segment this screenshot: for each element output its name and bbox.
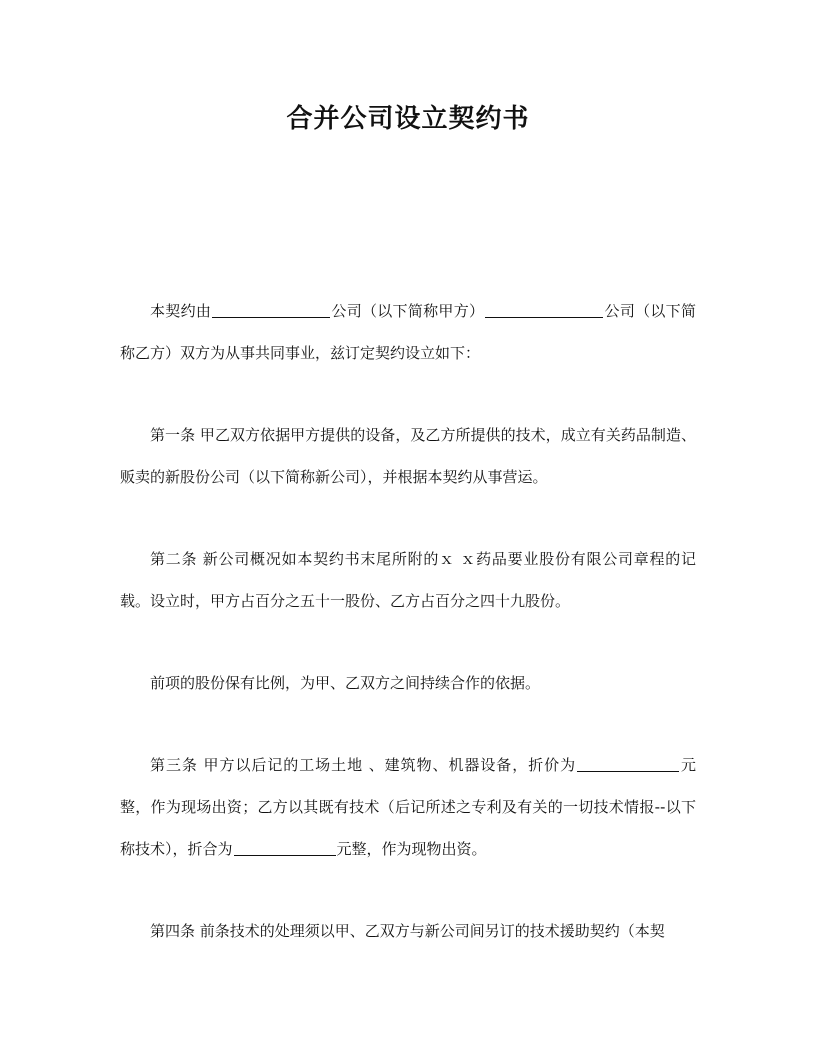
article-3-text-3: 元整，作为现物出资。 xyxy=(336,840,487,858)
paragraph-article-4: 第四条 前条技术的处理须以甲、乙双方与新公司间另订的技术援助契约（本契 xyxy=(150,922,665,940)
intro-text-3: 公司（以下简称乙方）双方为从事共同事业，兹订定契约设立如下： xyxy=(120,302,696,362)
article-3-text-1: 第三条 甲方以后记的工场土地 、建筑物、机器设备，折价为 xyxy=(150,756,577,774)
party-a-name-blank xyxy=(212,302,330,318)
paragraph-intro xyxy=(120,290,696,374)
party-b-amount-blank xyxy=(234,840,336,856)
paragraph-shareholding-note: 前项的股份保有比例，为甲、乙双方之间持续合作的依据。 xyxy=(150,674,541,692)
document-body xyxy=(120,290,696,992)
article-3-text-2: 元整，作为现场出资；乙方以其既有技术（后记所述之专利及有关的一切技术情报--以下称技术），折合为 xyxy=(120,756,696,858)
document-title: 合并公司设立契约书 xyxy=(286,104,530,134)
intro-text-1: 本契约由 xyxy=(150,302,212,320)
intro-text-2: 公司（以下简称甲方） xyxy=(331,302,485,320)
party-b-name-blank xyxy=(485,302,603,318)
paragraph-article-1: 第一条 甲乙双方依据甲方提供的设备，及乙方所提供的技术，成立有关药品制造、贩卖的新股份公司（以下简称新公司），并根据本契约从事营运。 xyxy=(120,426,696,486)
party-a-amount-blank xyxy=(577,756,679,772)
paragraph-article-3 xyxy=(120,744,696,870)
paragraph-article-2: 第二条 新公司概况如本契约书末尾所附的ｘ ｘ药品要业股份有限公司章程的记载。设立时，甲方占百分之五十一股份、乙方占百分之四十九股份。 xyxy=(120,550,696,610)
